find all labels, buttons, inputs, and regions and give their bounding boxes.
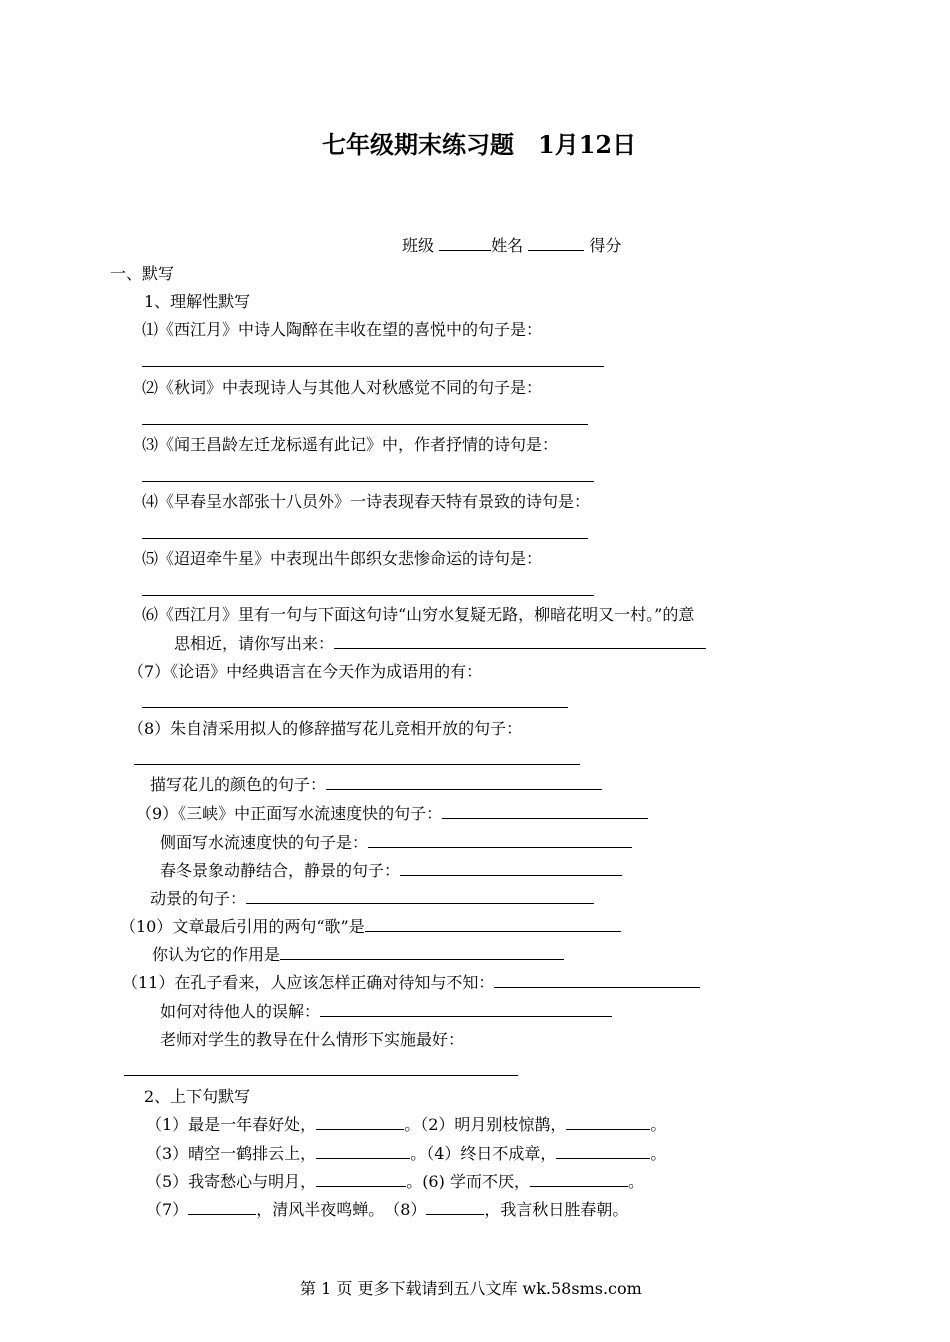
recite-row-2-end: 。	[650, 1144, 667, 1163]
question-9-sub3	[150, 889, 594, 909]
student-info	[402, 236, 621, 256]
question-3: ⑶《闻王昌龄左迁龙标遥有此记》中，作者抒情的诗句是：	[142, 435, 559, 454]
question-10-sub-label: 你认为它的作用是	[152, 945, 281, 964]
answer-line-5[interactable]	[142, 595, 594, 596]
question-10-sub	[152, 945, 564, 965]
question-8-sub	[150, 775, 602, 795]
recite-blank-8[interactable]	[426, 1200, 484, 1215]
answer-blank-11[interactable]	[494, 973, 700, 988]
recite-row-4-end: ，我言秋日胜春朝。	[484, 1200, 629, 1219]
answer-line-2[interactable]	[142, 424, 588, 425]
recite-8-label: ，清风半夜鸣蝉。 （8）	[256, 1200, 427, 1219]
part2-heading: 2、上下句默写	[144, 1087, 251, 1106]
recite-2-label: 。（2）明月别枝惊鹊，	[404, 1115, 567, 1134]
answer-blank-10-sub[interactable]	[280, 945, 564, 960]
question-6-line2	[174, 634, 706, 654]
recite-blank-2[interactable]	[566, 1115, 650, 1130]
recite-blank-4[interactable]	[556, 1144, 650, 1159]
page-title: 七年级期末练习题 1月12日	[322, 130, 637, 159]
answer-line-4[interactable]	[142, 538, 588, 539]
answer-blank-9-sub3[interactable]	[246, 889, 594, 904]
recite-blank-3[interactable]	[316, 1144, 410, 1159]
answer-line-1[interactable]	[142, 366, 604, 367]
question-4: ⑷《早春呈水部张十八员外》一诗表现春天特有景致的诗句是：	[142, 492, 591, 511]
answer-line-8[interactable]	[134, 764, 580, 765]
answer-blank-11-sub1[interactable]	[320, 1002, 612, 1017]
question-11	[122, 973, 700, 993]
part1-heading: 1、理解性默写	[144, 292, 251, 311]
question-8: （8）朱自清采用拟人的修辞描写花儿竞相开放的句子：	[128, 719, 523, 738]
question-9	[136, 804, 648, 824]
recite-5-label: （5）我寄愁心与明月，	[146, 1172, 317, 1191]
answer-blank-10[interactable]	[365, 917, 621, 932]
recite-1-label: （1）最是一年春好处，	[146, 1115, 317, 1134]
section-heading: 一、默写	[110, 264, 175, 283]
question-6-line1: ⑹《西江月》里有一句与下面这句诗“山穷水复疑无路，柳暗花明又一村。”的意	[142, 605, 695, 624]
question-5: ⑸《迢迢牵牛星》中表现出牛郎织女悲惨命运的诗句是：	[142, 549, 543, 568]
recite-blank-6[interactable]	[530, 1172, 628, 1187]
answer-line-3[interactable]	[142, 481, 594, 482]
question-9-sub3-label: 动景的句子：	[150, 889, 247, 908]
recite-6-label: 。(6) 学而不厌，	[406, 1172, 530, 1191]
answer-line-7[interactable]	[142, 707, 568, 708]
class-label: 班级	[402, 236, 435, 255]
answer-line-11-sub2[interactable]	[124, 1075, 518, 1076]
name-blank[interactable]	[528, 236, 584, 251]
recite-blank-7[interactable]	[188, 1200, 256, 1215]
question-7: （7）《论语》中经典语言在今天作为成语用的有：	[128, 662, 483, 681]
answer-blank-9[interactable]	[442, 804, 648, 819]
answer-blank-6[interactable]	[334, 634, 706, 649]
answer-blank-9-sub2[interactable]	[400, 861, 622, 876]
recite-blank-1[interactable]	[316, 1115, 404, 1130]
question-1: ⑴《西江月》中诗人陶醉在丰收在望的喜悦中的句子是：	[142, 320, 543, 339]
question-10-label: （10）文章最后引用的两句“歌”是	[120, 917, 365, 936]
question-8-sub-label: 描写花儿的颜色的句子：	[150, 775, 327, 794]
question-10	[120, 917, 621, 937]
question-9-sub2	[160, 861, 622, 881]
question-9-sub1	[160, 833, 632, 853]
score-label: 得分	[589, 236, 622, 255]
answer-blank-9-sub1[interactable]	[368, 833, 632, 848]
recite-3-label: （3）晴空一鹤排云上，	[146, 1144, 317, 1163]
question-11-label: （11）在孔子看来，人应该怎样正确对待知与不知：	[122, 973, 495, 992]
recite-row-2	[146, 1144, 666, 1164]
recite-blank-5[interactable]	[316, 1172, 406, 1187]
recite-row-3	[146, 1172, 644, 1192]
question-9-sub1-label: 侧面写水流速度快的句子是：	[160, 833, 369, 852]
recite-row-1-end: 。	[650, 1115, 667, 1134]
recite-7-label: （7）	[146, 1200, 189, 1219]
recite-row-4	[146, 1200, 628, 1220]
answer-blank-8-sub[interactable]	[326, 775, 602, 790]
question-11-sub2: 老师对学生的教导在什么情形下实施最好：	[160, 1030, 465, 1049]
question-9-sub2-label: 春冬景象动静结合，静景的句子：	[160, 861, 401, 880]
question-11-sub1	[160, 1002, 612, 1022]
recite-4-label: 。（4）终日不成章，	[410, 1144, 557, 1163]
question-2: ⑵《秋词》中表现诗人与其他人对秋感觉不同的句子是：	[142, 378, 543, 397]
page-footer: 第 1 页 更多下载请到五八文库 wk.58sms.com	[300, 1279, 642, 1298]
recite-row-1	[146, 1115, 666, 1135]
question-6-label: 思相近，请你写出来：	[174, 634, 335, 653]
question-9-label: （9）《三峡》中正面写水流速度快的句子：	[136, 804, 443, 823]
recite-row-3-end: 。	[627, 1172, 644, 1191]
class-blank[interactable]	[439, 236, 491, 251]
name-label: 姓名	[491, 236, 524, 255]
question-11-sub1-label: 如何对待他人的误解：	[160, 1002, 321, 1021]
